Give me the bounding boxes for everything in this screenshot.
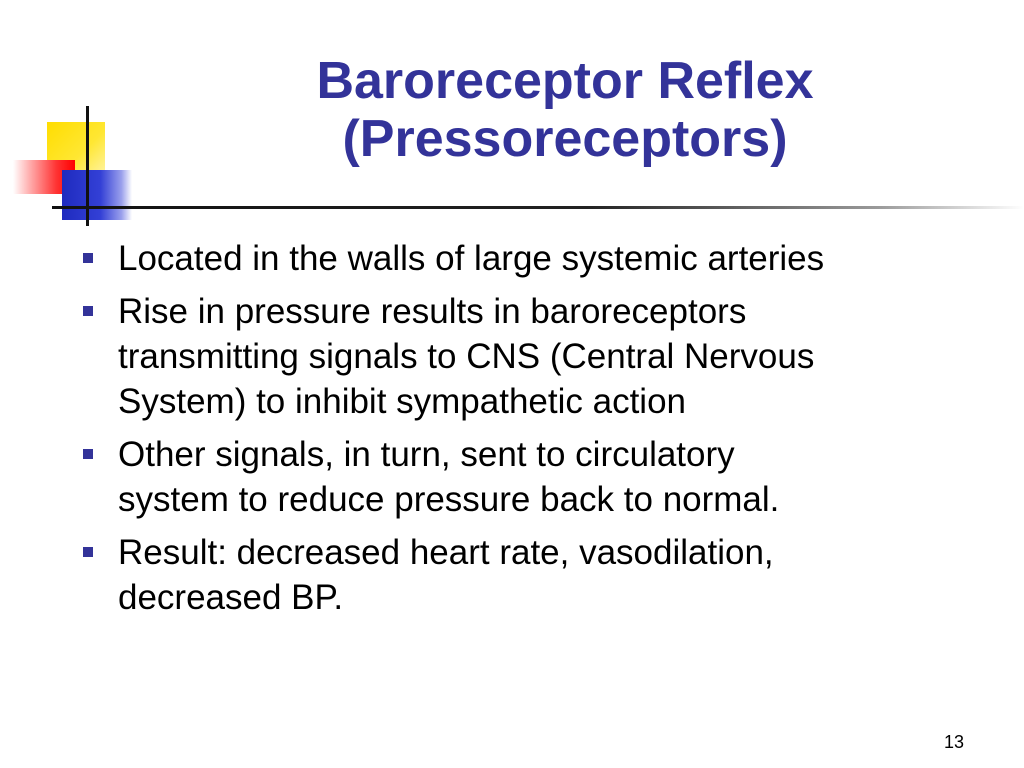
bullet-line: System) to inhibit sympathetic action: [118, 382, 687, 421]
bullet-item: [82, 289, 1002, 424]
bullet-line: system to reduce pressure back to normal.: [118, 480, 780, 519]
blue-square: [62, 170, 132, 220]
bullet-line: transmitting signals to CNS (Central Nervous: [118, 337, 815, 376]
title-line-2: (Pressoreceptors): [342, 110, 788, 168]
page-number: 13: [943, 732, 964, 752]
title-underline: [52, 206, 1024, 209]
bullet-line: decreased BP.: [118, 578, 344, 617]
slide-title: [200, 52, 930, 168]
square-bullet-icon: [83, 306, 93, 316]
bullet-line: Other signals, in turn, sent to circulatory: [118, 435, 735, 474]
bullet-line: Located in the walls of large systemic arteries: [118, 239, 825, 278]
bullet-item: [82, 432, 1002, 522]
bullet-line: Rise in pressure results in baroreceptors: [118, 292, 747, 331]
bullet-item: [82, 530, 1002, 620]
bullet-item: [82, 236, 1002, 281]
square-bullet-icon: [83, 449, 93, 459]
square-bullet-icon: [83, 547, 93, 557]
title-line-1: Baroreceptor Reflex: [316, 52, 814, 110]
color-squares-logo: [0, 100, 160, 230]
square-bullet-icon: [83, 253, 93, 263]
bullet-line: Result: decreased heart rate, vasodilation,: [118, 533, 774, 572]
bullet-list: [82, 236, 1002, 628]
